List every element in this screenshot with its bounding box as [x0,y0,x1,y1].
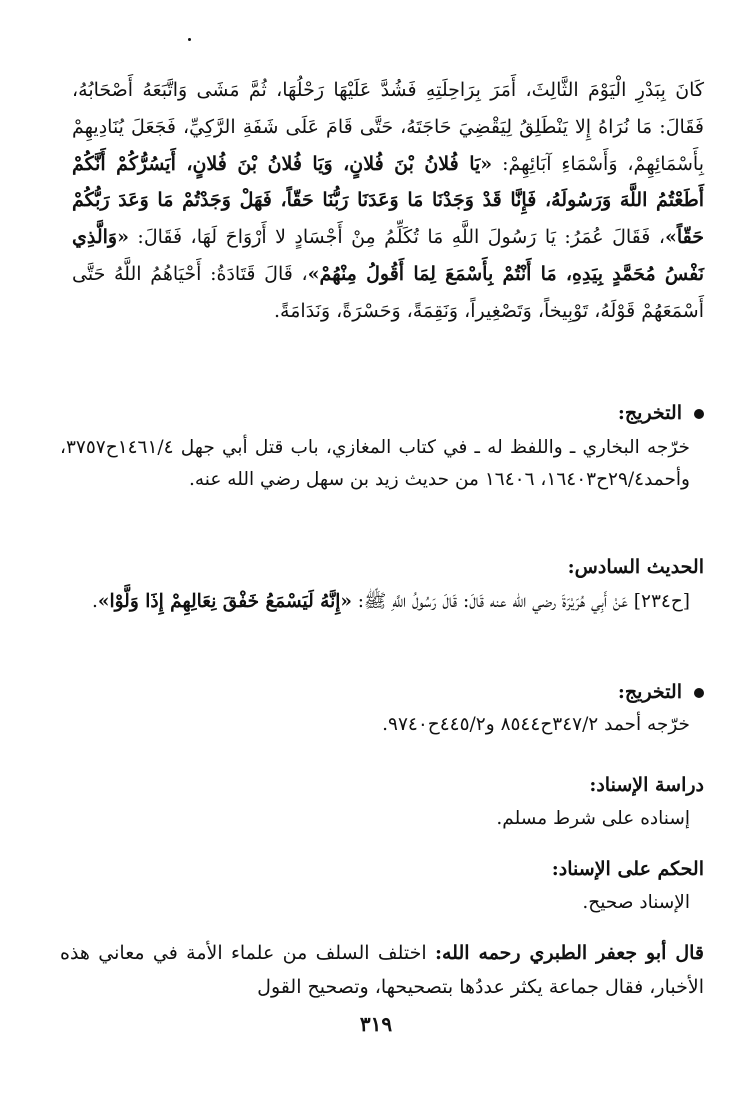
isnad-study-heading: دراسة الإسناد: [589,774,704,796]
hadith-text-paragraph [72,72,704,330]
isnad-ruling-heading: الحكم على الإسناد: [551,858,704,880]
prophet-speech-2: «وَالَّذِي نَفْسُ مُحَمَّدٍ بِيَدِهِ، مَا أَنْتُمْ بِأَسْمَعَ لِمَا أَقُولُ مِنْهُمْ» [72,226,704,285]
page-number: ٣١٩ [359,1012,393,1036]
hadith-six-end: . [92,591,98,612]
tabari-intro: قال أبو جعفر الطبري رحمه الله: [434,942,704,964]
takhrij-heading-2 [60,677,704,707]
hadith-six-text [60,585,690,619]
prophet-speech-1: «يَا فُلانُ بْنَ فُلانٍ، وَيَا فُلانُ بْنَ فُلانٍ، أَيَسُرُّكُمْ أَنَّكُمْ أَطَعْتُمُ اللَّهَ وَرَسُولَهُ، فَإِنَّا قَدْ وَجَدْنَا مَا وَعَدَنَا رَبُّنَا حَقّاً، فَهَلْ وَجَدْتُمْ مَا وَعَدَ رَبُّكُمْ حَقّاً» [72,152,704,249]
hadith-text-part-1: كَانَ بِبَدْرِ الْيَوْمَ الثَّالِثَ، أَمَرَ بِرَاحِلَتِهِ فَشُدَّ عَلَيْهَا رَحْلُهَا، ثُمَّ مَشَى وَاتَّبَعَهُ أَصْحَابُهُ، فَقَالَ: مَا نُرَاهُ إِلا يَنْطَلِقُ لِيَقْضِيَ حَاجَتَهُ، حَتَّى قَامَ عَلَى شَفَةِ الرَّكِيِّ، فَجَعَلَ يُنَادِيهِمْ بِأَسْمَائِهِمْ، وَأَسْمَاءِ آبَائِهِمْ: [72,79,705,175]
hadith-text-part-2: ، فَقَالَ عُمَرُ: يَا رَسُولَ اللَّهِ مَا تُكَلِّمُ مِنْ أَجْسَادٍ لا أَرْوَاحَ لَهَا، فَقَالَ: [128,226,665,249]
bullet-icon [694,688,704,698]
tabari-paragraph [60,936,704,1004]
hadith-text-part-3: ، قَالَ قَتَادَةُ: أَحْيَاهُمُ اللَّهُ حَتَّى أَسْمَعَهُمْ قَوْلَهُ، تَوْبِيخاً، وَتَصْغِيراً، وَنَقِمَةً، وَحَسْرَةً، وَنَدَامَةً. [72,262,704,322]
hadith-six-heading: الحديث السادس: [567,556,704,578]
hadith-six-prophet-speech: «إِنَّهُ لَيَسْمَعُ خَفْقَ نِعَالِهِمْ إِذَا وَلَّوْا» [97,591,352,612]
takhrij-heading-1-label: التخريج: [617,402,682,424]
page-mark [188,38,191,41]
takhrij-text-1: خرّجه البخاري ـ واللفظ له ـ في كتاب المغازي، باب قتل أبي جهل ١٤٦١/٤ح٣٧٥٧، وأحمد٢٩/٤ح١٦٤٠٣، ١٦٤٠٦ من حديث زيد بن سهل رضي الله عنه. [60,437,690,490]
hadith-six-intro: [ح٢٣٤] عَنْ أَبِي هُرَيْرَةَ رضي الله عنه قَالَ: قَالَ رَسُولُ اللَّهِ ﷺ: [351,591,690,612]
takhrij-heading-1 [60,398,704,428]
tabari-text: اختلف السلف من علماء الأمة في معاني هذه الأخبار، فقال جماعة يكثر عددُها بتصحيحها، وتصحيح القول [60,942,704,998]
isnad-ruling-text: الإسناد صحيح. [582,892,690,913]
takhrij-text-2: خرّجه أحمد ٣٤٧/٢ح٨٥٤٤ و٤٤٥/٢ح٩٧٤٠. [382,714,690,735]
bullet-icon [694,409,704,419]
takhrij-heading-2-label: التخريج: [617,681,682,703]
isnad-study-text: إسناده على شرط مسلم. [496,808,690,829]
